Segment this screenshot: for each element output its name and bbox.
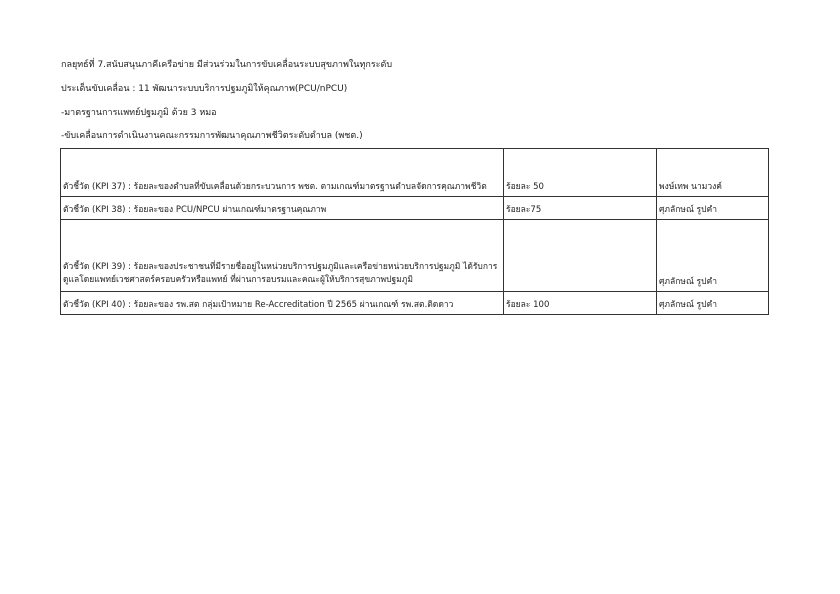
indicator-cell xyxy=(61,197,504,220)
target-cell xyxy=(504,149,657,197)
kpi-38-responsible: ศุภลักษณ์ รูปคำ xyxy=(659,205,717,215)
responsible-cell xyxy=(657,197,769,220)
responsible-cell xyxy=(657,149,769,197)
kpi-table xyxy=(60,148,769,315)
strategy-line: กลยุทธ์ที่ 7.สนับสนุนภาคีเครือข่าย มีส่วนร่วมในการขับเคลื่อนระบบสุขภาพในทุกระดับ xyxy=(61,60,393,70)
target-cell xyxy=(504,292,657,315)
kpi-37-responsible: พงษ์เทพ นามวงค์ xyxy=(659,182,722,192)
table-row xyxy=(61,149,769,197)
target-cell xyxy=(504,220,657,292)
kpi-39-indicator: ตัวชี้วัด (KPI 39) : ร้อยละของประชาชนที่มีรายชื่ออยู่ในหน่วยบริการปฐมภูมิและเครือข่ายหน่วยบริการปฐมภูมิ ได้รับการดูแลโดยแพทย์เวชศาสตร์ครอบครัวหรือแพทย์ ที่ผ่านการอบรมและคณะผู้ให้บริการสุขภาพปฐมภูมิ xyxy=(63,262,498,285)
kpi-39-responsible: ศุภลักษณ์ รูปคำ xyxy=(659,277,717,287)
target-cell xyxy=(504,197,657,220)
responsible-cell xyxy=(657,220,769,292)
kpi-40-indicator: ตัวชี้วัด (KPI 40) : ร้อยละของ รพ.สต กลุ่มเป้าหมาย Re-Accreditation ปี 2565 ผ่านเกณฑ์ รพ.สต.ติดดาว xyxy=(63,300,454,310)
table-row xyxy=(61,197,769,220)
indicator-cell xyxy=(61,220,504,292)
kpi-40-target: ร้อยละ 100 xyxy=(506,300,550,310)
kpi-37-target: ร้อยละ 50 xyxy=(506,182,544,192)
table-row xyxy=(61,220,769,292)
indicator-cell xyxy=(61,149,504,197)
drive-line: -ขับเคลื่อนการดำเนินงานคณะกรรมการพัฒนาคุณภาพชีวิตระดับตำบล (พชต.) xyxy=(61,131,363,141)
table-row xyxy=(61,292,769,315)
issue-line: ประเด็นขับเคลื่อน : 11 พัฒนาระบบบริการปฐมภูมิให้คุณภาพ(PCU/nPCU) xyxy=(61,84,348,94)
indicator-cell xyxy=(61,292,504,315)
kpi-38-indicator: ตัวชี้วัด (KPI 38) : ร้อยละของ PCU/NPCU ผ่านเกณฑ์มาตรฐานคุณภาพ xyxy=(63,205,327,215)
kpi-38-target: ร้อยละ75 xyxy=(506,205,542,215)
responsible-cell xyxy=(657,292,769,315)
kpi-37-indicator: ตัวชี้วัด (KPI 37) : ร้อยละของตำบลที่ขับเคลื่อนด้วยกระบวนการ พชต. ตามเกณฑ์มาตรฐานตำบลจัดการคุณภาพชีวิต xyxy=(63,182,487,192)
kpi-40-responsible: ศุภลักษณ์ รูปคำ xyxy=(659,300,717,310)
standard-line: -มาตรฐานการแพทย์ปฐมภูมิ ด้วย 3 หมอ xyxy=(61,108,217,118)
